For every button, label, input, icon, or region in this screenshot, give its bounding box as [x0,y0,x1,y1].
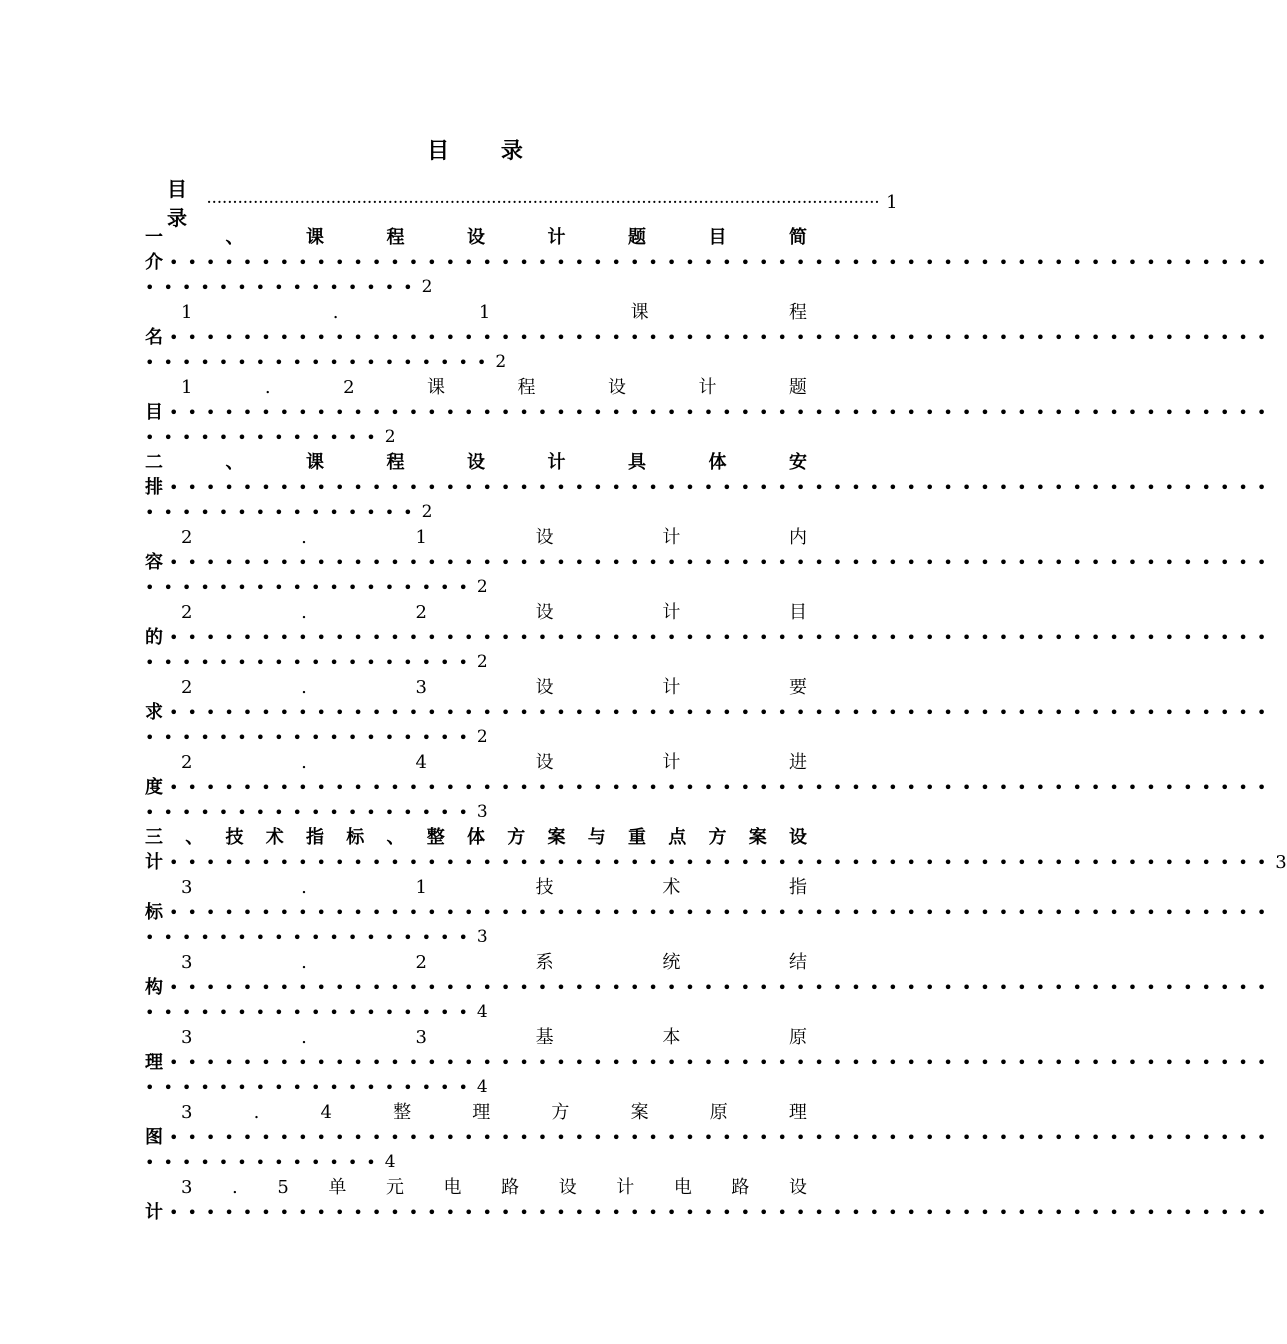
toc-title-char: 指 [789,877,807,898]
toc-title-char: 设 [535,677,554,698]
toc-title-char: 设 [558,1177,577,1198]
toc-title-char: . [301,602,307,623]
dot-leader: •••••••••••••••••• [145,728,477,747]
toc-page-number: 2 [476,652,488,672]
toc-title-char: 目 [708,227,727,248]
toc-title-char: . [301,877,307,898]
toc-entry-title [145,525,807,550]
toc-title-char: 计 [698,377,717,398]
toc-title-char: . [301,677,307,698]
toc-title-char: 、 [185,827,204,848]
toc-entry-title [145,750,807,775]
dot-leader: •••••••••••••••••••••••••••••••••••••••••••••••••••••••••••• [169,403,1276,422]
toc-entry-title [145,1175,807,1200]
dot-leader: •••••••••••••••••••••••••••••••••••••••••••••••••••••••••••• [169,778,1276,797]
toc-entry-tail [145,275,807,300]
dot-leader: ••••••••••••• [145,1153,385,1172]
toc-page-number: 2 [384,427,396,447]
page-title: 目 录 [427,138,545,164]
toc-page-number: 2 [476,727,488,747]
toc-title-char: 题 [788,377,807,398]
dot-leader: •••••••••••••••••• [145,653,477,672]
toc-title-end: 构 [145,977,163,998]
toc-title-char: 方 [551,1102,570,1123]
toc-entry-leader [145,400,1276,425]
toc-title-end: 图 [145,1127,163,1148]
dot-leader: •••••••••••••••••••••••••••••••••••••••••••••••••••••••••••• [169,478,1276,497]
toc-entry-tail [145,800,807,825]
toc-title-end: 标 [145,902,163,923]
toc-entry-tail [145,350,807,375]
toc-title-end: 计 [145,1202,163,1223]
toc-title-char: 体 [467,827,485,848]
toc-title-char: 进 [789,752,807,773]
toc-entry-leader [145,975,1276,1000]
toc-title-char: 案 [630,1102,649,1123]
toc-entry-leader [145,900,1276,925]
toc-title-char: 术 [662,877,681,898]
toc-page-number: 4 [476,1077,488,1097]
dot-leader: •••••••••••••••••••••••••••••••••••••••••••••••••••••••••••• [169,903,1276,922]
toc-title-char: . [332,302,339,323]
toc-title-char: 重 [628,827,646,848]
toc-title-char: 三 [145,827,163,848]
toc-title-end: 排 [145,477,163,498]
toc-title-end: 的 [145,627,163,648]
dot-leader: •••••••••••••••••••••••••••••••••••••••••••••••••••••••••••• [169,1053,1276,1072]
toc-title-char: 要 [789,677,807,698]
toc-title-char: 体 [708,452,727,473]
toc-title-char: 内 [789,527,807,548]
toc-entry-tail [145,650,807,675]
toc-title-char: 1 [181,302,193,323]
toc-title-char: 2 [181,527,193,548]
toc-entry-tail [145,1000,807,1025]
toc-entry-title [145,450,807,475]
dot-leader: •••••••••••••••••• [145,1078,477,1097]
toc-entry-leader [145,325,1276,350]
toc-entry-title [145,675,807,700]
toc-title-char: 2 [343,377,355,398]
dot-leader: ••••••••••••••• [145,278,422,297]
toc-title-char: 术 [265,827,284,848]
toc-title-char: 设 [607,377,626,398]
toc-entry-leader [145,550,1276,575]
toc-title-char: 设 [535,752,554,773]
toc-title-char: 程 [386,452,405,473]
toc-entry-tail [145,425,807,450]
dot-leader: ••••••••••••••••••• [145,353,496,372]
toc-title-char: 设 [535,527,554,548]
toc-title-char: 目 [789,602,807,623]
toc-title-char: 整 [426,827,445,848]
dot-leader: •••••••••••••••••• [145,803,477,822]
toc-entry-title [145,950,807,975]
toc-title-char: 路 [501,1177,520,1198]
dot-leader: ••••••••••••• [145,428,385,447]
dot-leader: •••••••••••••••••• [145,1003,477,1022]
toc-title-char: 原 [789,1027,807,1048]
toc-title-char: . [232,1177,238,1198]
toc-title-char: 1 [415,877,427,898]
toc-title-char: 设 [535,602,554,623]
toc-title-char: 案 [748,827,767,848]
toc-title-char: 电 [443,1177,462,1198]
dot-leader: •••••••••••••••••••••••••••••••••••••••••••••••••••••••••••• [169,1128,1276,1147]
toc-title-char: 3 [181,1102,193,1123]
dot-leader: •••••••••••••••••••••••••••••••••••••••••••••••••••••••••••• [169,553,1276,572]
toc-title-char: 安 [789,452,807,473]
toc-page-number: 2 [476,577,488,597]
toc-title-char: 4 [320,1102,332,1123]
toc-entry-title [145,375,807,400]
toc-title-end: 介 [145,252,163,273]
toc-title-end: 名 [145,327,163,348]
toc-title-char: 方 [507,827,526,848]
dot-leader: •••••••••••••••••••••••••••••••••••••••••••••••••••••••••••• [169,628,1276,647]
toc-entry-leader [145,250,1276,275]
toc-title-char: 设 [789,827,807,848]
toc-title-end: 度 [145,777,163,798]
toc-title-end: 容 [145,552,163,573]
toc-title-char: 计 [616,1177,635,1198]
toc-title-char: 系 [535,952,554,973]
toc-entry-title [145,300,807,325]
toc-title-char: 5 [277,1177,289,1198]
toc-title-char: 设 [467,227,485,248]
dot-leader: •••••••••••••••••• [145,578,477,597]
toc-page-number: 4 [476,1002,488,1022]
toc-page-number: 3 [476,927,488,947]
toc-entry-tail [145,1150,807,1175]
toc-title-char: 、 [225,452,244,473]
toc-entry-tail [145,925,807,950]
toc-title-char: 课 [630,302,649,323]
toc-title-char: 1 [478,302,491,323]
toc-title-char: 程 [386,227,405,248]
toc-title-char: 原 [709,1102,728,1123]
dot-leader: •••••••••••••••••••••••••••••••••••••••••••••••••••••••••••• [169,253,1276,272]
toc-title-end: 目 [145,402,163,423]
dot-leader: •••••••••••••••••• [145,928,477,947]
toc-title-char: . [253,1102,260,1123]
toc-title-char: . [301,527,307,548]
toc-page-number: 3 [1275,852,1287,873]
toc-title-char: 整 [393,1102,412,1123]
toc-heading-label: 目录 [167,177,187,230]
toc-entry-tail [145,575,807,600]
toc-title-end: 求 [145,702,163,723]
toc-title-char: 1 [181,377,193,398]
toc-title-char: 3 [181,877,193,898]
toc-entry-leader [145,775,1276,800]
toc-title-char: 程 [788,302,807,323]
toc-heading-entry [167,177,898,230]
toc-entry-tail [145,500,807,525]
toc-entry-title [145,825,807,850]
toc-title-char: 程 [517,377,536,398]
toc-page-number: 2 [495,352,507,372]
toc-title-char: 计 [662,677,681,698]
toc-title-char: 课 [306,452,324,473]
toc-title-char: 与 [587,827,606,848]
toc-title-char: 结 [789,952,807,973]
toc-entry-leader [145,1125,1276,1150]
toc-title-char: 2 [415,602,427,623]
toc-title-char: 单 [328,1177,347,1198]
toc-title-char: 技 [225,827,244,848]
dot-leader: •••••••••••••••••••••••••••••••••••••••••••••••••••••••••••• [169,1203,1276,1222]
toc-page-number: 2 [421,277,433,297]
table-of-contents [145,225,1287,1225]
toc-entry-leader [145,625,1276,650]
toc-title-char: 一 [145,227,163,248]
toc-entry-leader [145,700,1276,725]
toc-heading-page: 1 [886,191,898,213]
dot-leader: •••••••••••••••••••••••••••••••••••••••••••••••••••••••••••• [169,978,1276,997]
toc-title-end: 计 [145,852,163,873]
dot-leader: •••••••••••••••••••••••••••••••••••••••••••••••••••••••••••• [169,703,1276,722]
toc-title-char: 理 [788,1102,807,1123]
toc-title-char: 点 [668,827,687,848]
toc-title-char: 、 [386,827,405,848]
toc-entry-title [145,875,807,900]
toc-title-char: 课 [306,227,324,248]
toc-entry-leader [145,475,1276,500]
toc-title-char: 路 [731,1177,750,1198]
toc-title-char: 基 [535,1027,554,1048]
toc-title-char: 本 [662,1027,681,1048]
toc-title-char: 3 [415,1027,427,1048]
dot-leader: •••••••••••••••••••••••••••••••••••••••••••••••••••••••••••• [169,328,1276,347]
toc-title-char: 设 [467,452,485,473]
toc-title-char: 元 [385,1177,404,1198]
toc-title-char: 3 [415,677,427,698]
toc-title-char: 案 [547,827,566,848]
toc-entry-title [145,225,807,250]
toc-title-char: 计 [662,527,681,548]
toc-title-char: 计 [547,227,566,248]
toc-entry-title [145,600,807,625]
toc-entry-tail [145,1075,807,1100]
toc-title-char: 电 [673,1177,692,1198]
toc-title-end: 理 [145,1052,163,1073]
toc-page-number: 3 [476,802,488,822]
toc-title-char: 3 [181,1177,193,1198]
toc-title-char: 、 [225,227,244,248]
toc-title-char: 指 [306,827,324,848]
toc-entry-title [145,1100,807,1125]
toc-title-char: 3 [181,952,193,973]
toc-page-number: 4 [384,1152,396,1172]
toc-entry-leader [145,850,1287,875]
toc-title-char: 2 [181,602,193,623]
toc-entry-title [145,1025,807,1050]
toc-page-number: 2 [421,502,433,522]
toc-title-char: 方 [708,827,727,848]
toc-title-char: 4 [415,752,427,773]
toc-entry-leader [145,1050,1276,1075]
toc-title-char: . [301,752,307,773]
toc-title-char: . [301,952,307,973]
toc-title-char: 2 [181,677,193,698]
dot-leader: ·································································································································· [207,195,881,209]
toc-title-char: 设 [789,1177,807,1198]
toc-title-char: . [264,377,271,398]
toc-title-char: 1 [415,527,427,548]
toc-title-char: 统 [662,952,681,973]
toc-title-char: 二 [145,452,163,473]
toc-title-char: 计 [547,452,566,473]
toc-entry-tail [145,725,807,750]
toc-title-char: 简 [789,227,807,248]
toc-title-char: 课 [427,377,446,398]
toc-title-char: 2 [415,952,427,973]
toc-title-char: 理 [472,1102,491,1123]
toc-title-char: 题 [628,227,646,248]
toc-entry-leader [145,1200,1276,1225]
dot-leader: •••••••••••••••••••••••••••••••••••••••••••••••••••••••••••• [169,853,1276,872]
dot-leader: ••••••••••••••• [145,503,422,522]
toc-title-char: 计 [662,752,681,773]
toc-title-char: 标 [346,827,365,848]
toc-title-char: . [301,1027,307,1048]
toc-title-char: 技 [535,877,554,898]
toc-title-char: 3 [181,1027,193,1048]
toc-title-char: 2 [181,752,193,773]
toc-title-char: 计 [662,602,681,623]
toc-title-char: 具 [628,452,646,473]
